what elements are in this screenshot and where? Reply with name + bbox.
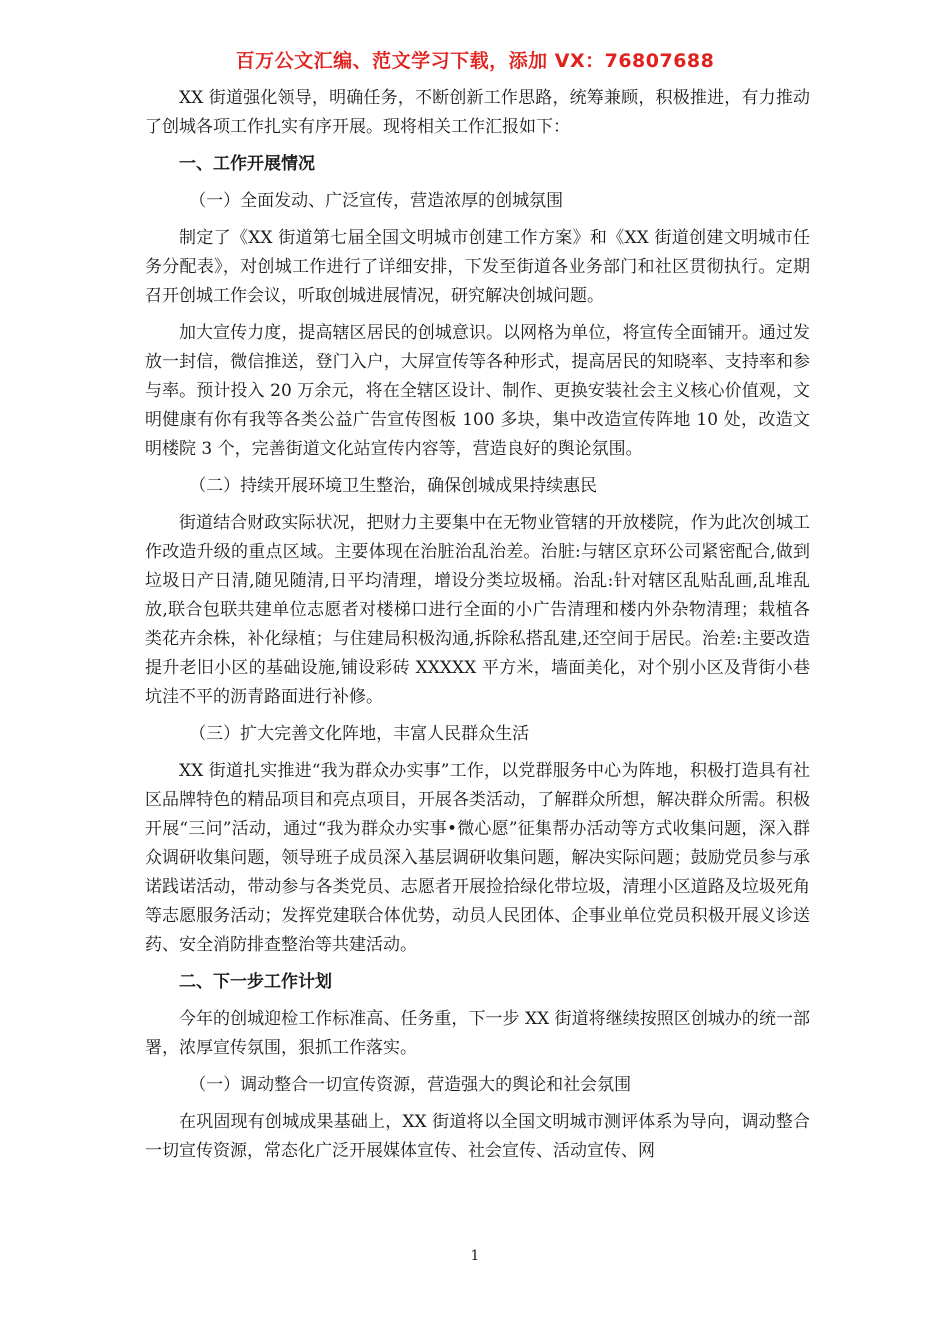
paragraph-1-1-b: 加大宣传力度，提高辖区居民的创城意识。以网格为单位，将宣传全面铺开。通过发放一封信，微信推送，登门入户，大屏宣传等各种形式，提高居民的知晓率、支持率和参与率。预计投入 20 万余元，将在全辖区设计、制作、更换安装社会主义核心价值观，文明健康有你有我等各类公益广告宣传图板 100 多块，集中改造宣传阵地 10 处，改造文明楼院 3 个，完善街道文化站宣传内容等，营造良好的舆论氛围。 <box>145 323 810 459</box>
intro-paragraph: XX 街道强化领导，明确任务，不断创新工作思路，统筹兼顾，积极推进，有力推动了创城各项工作扎实有序开展。现将相关工作汇报如下： <box>145 88 810 137</box>
subsection-title-1-3: （三）扩大完善文化阵地，丰富人民群众生活 <box>189 724 530 744</box>
paragraph-2-intro: 今年的创城迎检工作标准高、任务重，下一步 XX 街道将继续按照区创城办的统一部署，浓厚宣传氛围，狠抓工作落实。 <box>145 1009 810 1058</box>
document-body <box>145 84 810 1174</box>
subsection-title-1-1: （一）全面发动、广泛宣传，营造浓厚的创城氛围 <box>189 191 564 211</box>
subsection-title-2-1: （一）调动整合一切宣传资源，营造强大的舆论和社会氛围 <box>189 1075 632 1095</box>
paragraph-1-2-a: 街道结合财政实际状况，把财力主要集中在无物业管辖的开放楼院，作为此次创城工作改造升级的重点区域。主要体现在治脏治乱治差。治脏:与辖区京环公司紧密配合,做到垃圾日产日清,随见随清,日平均清理，增设分类垃圾桶。治乱:针对辖区乱贴乱画,乱堆乱放,联合包联共建单位志愿者对楼梯口进行全面的小广告清理和楼内外杂物清理；栽植各类花卉余株，补化绿植；与住建局积极沟通,拆除私搭乱建,还空间于居民。治差:主要改造提升老旧小区的基础设施,铺设彩砖 XXXXX 平方米，墙面美化，对个别小区及背街小巷坑洼不平的沥青路面进行补修。 <box>145 513 810 707</box>
promo-banner: 百万公文汇编、范文学习下载，添加 VX：76807688 <box>235 50 715 72</box>
paragraph-1-1-a: 制定了《XX 街道第七届全国文明城市创建工作方案》和《XX 街道创建文明城市任务分配表》，对创城工作进行了详细安排，下发至街道各业务部门和社区贯彻执行。定期召开创城工作会议，听取创城进展情况，研究解决创城问题。 <box>145 228 810 306</box>
section-heading-1: 一、工作开展情况 <box>179 154 315 174</box>
page-number: 1 <box>470 1248 480 1264</box>
paragraph-1-3-a: XX 街道扎实推进“我为群众办实事”工作，以党群服务中心为阵地，积极打造具有社区品牌特色的精品项目和亮点项目，开展各类活动，了解群众所想，解决群众所需。积极开展“三问”活动，通过“我为群众办实事•微心愿”征集帮办活动等方式收集问题，深入群众调研收集问题，领导班子成员深入基层调研收集问题，解决实际问题；鼓励党员参与承诺践诺活动，带动参与各类党员、志愿者开展捡拾绿化带垃圾，清理小区道路及垃圾死角等志愿服务活动；发挥党建联合体优势，动员人民团体、企事业单位党员积极开展义诊送药、安全消防排查整治等共建活动。 <box>145 761 810 955</box>
paragraph-2-1-a: 在巩固现有创城成果基础上，XX 街道将以全国文明城市测评体系为导向，调动整合一切宣传资源，常态化广泛开展媒体宣传、社会宣传、活动宣传、网 <box>145 1112 810 1161</box>
section-heading-2: 二、下一步工作计划 <box>179 972 332 992</box>
subsection-title-1-2: （二）持续开展环境卫生整治，确保创城成果持续惠民 <box>189 476 598 496</box>
